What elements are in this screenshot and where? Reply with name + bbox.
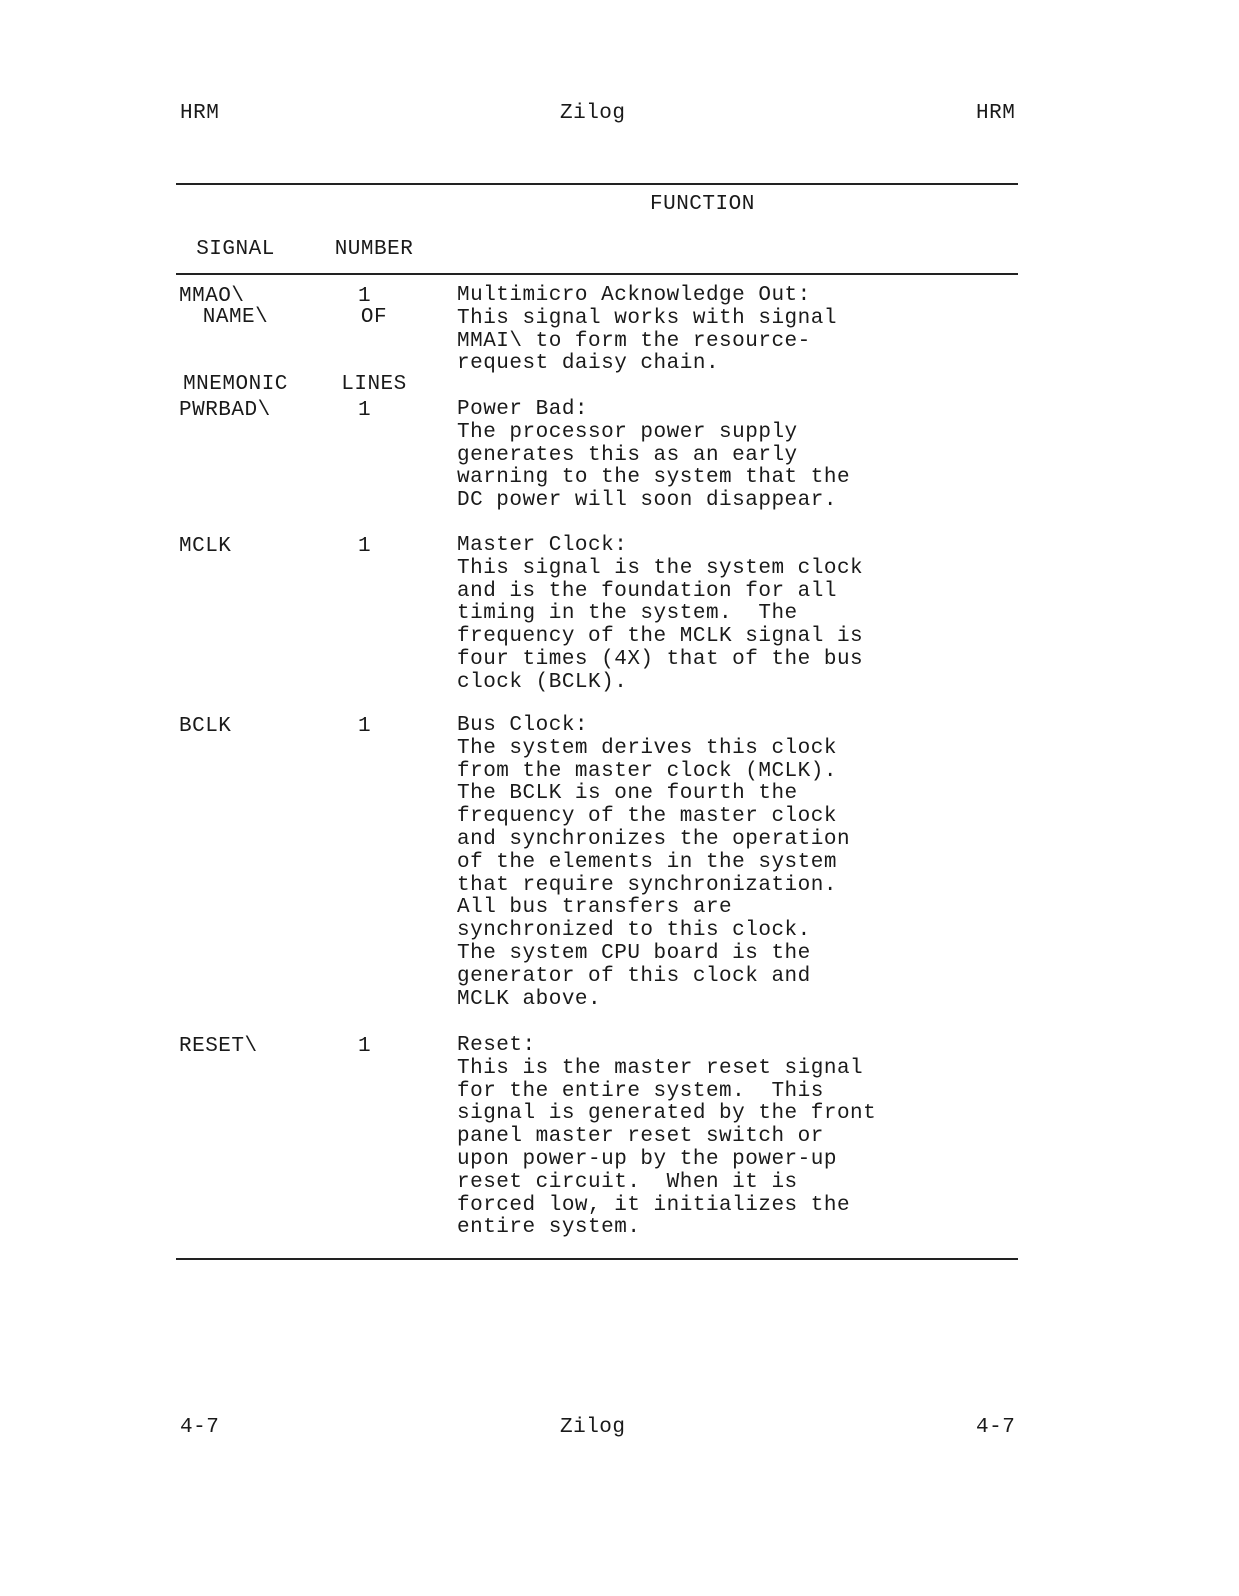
function-line: forced low, it initializes the <box>457 1193 851 1217</box>
footer-center: Zilog <box>560 1416 626 1439</box>
function-line: The system CPU board is the <box>457 941 811 965</box>
function-line: that require synchronization. <box>457 873 837 897</box>
function-line: clock (BCLK). <box>457 670 628 694</box>
function-line: All bus transfers are <box>457 896 733 920</box>
function-line: MMAI\ to form the resource- <box>457 329 811 353</box>
header-left: HRM <box>180 102 220 125</box>
column-header-number-line: LINES <box>341 373 407 396</box>
signal-name: BCLK <box>179 715 232 738</box>
function-description <box>457 285 837 376</box>
function-line: Master Clock: <box>457 534 628 557</box>
number-of-lines: 1 <box>358 535 372 558</box>
header-center: Zilog <box>560 102 626 125</box>
function-line: and is the foundation for all <box>457 579 837 603</box>
function-line: for the entire system. This <box>457 1079 824 1103</box>
function-line: warning to the system that the <box>457 466 851 490</box>
function-line: reset circuit. When it is <box>457 1170 798 1194</box>
function-description <box>457 399 850 513</box>
function-line: This signal is the system clock <box>457 556 864 580</box>
column-header-number-line: NUMBER <box>334 238 414 261</box>
function-line: panel master reset switch or <box>457 1125 824 1149</box>
signal-name: PWRBAD\ <box>179 399 271 422</box>
function-line: frequency of the MCLK signal is <box>457 625 864 649</box>
table-bottom-rule <box>176 1258 1018 1260</box>
function-description <box>457 1035 876 1240</box>
function-line: This is the master reset signal <box>457 1056 864 1080</box>
function-line: from the master clock (MCLK). <box>457 759 837 783</box>
column-header-signal-line: MNEMONIC <box>183 373 288 396</box>
column-header-function: FUNCTION <box>650 193 755 216</box>
column-header-number-line: OF <box>360 305 388 329</box>
function-line: This signal works with signal <box>457 306 837 330</box>
number-of-lines: 1 <box>358 715 372 738</box>
number-of-lines: 1 <box>358 1035 372 1058</box>
column-header-signal-line: NAME\ <box>202 305 269 329</box>
function-description <box>457 535 863 695</box>
function-line: The processor power supply <box>457 420 798 444</box>
signal-name: MMAO\ <box>179 285 245 308</box>
column-header-signal-line: SIGNAL <box>196 238 275 261</box>
footer-right: 4-7 <box>976 1416 1016 1439</box>
function-line: generator of this clock and <box>457 964 811 988</box>
function-line: Reset: <box>457 1034 536 1057</box>
function-line: synchronized to this clock. <box>457 919 811 943</box>
signal-name: RESET\ <box>179 1035 258 1058</box>
function-line: four times (4X) that of the bus <box>457 647 864 671</box>
function-line: Bus Clock: <box>457 714 589 737</box>
table-header-rule <box>176 273 1018 275</box>
number-of-lines: 1 <box>358 285 372 308</box>
function-line: and synchronizes the operation <box>457 827 851 851</box>
function-line: timing in the system. The <box>457 602 798 626</box>
function-line: signal is generated by the front <box>457 1102 877 1126</box>
function-line: entire system. <box>457 1216 641 1240</box>
function-line: upon power-up by the power-up <box>457 1147 837 1171</box>
function-line: generates this as an early <box>457 443 798 467</box>
function-line: of the elements in the system <box>457 850 837 874</box>
function-description <box>457 715 850 1011</box>
signal-name: MCLK <box>179 535 232 558</box>
function-line: Power Bad: <box>457 398 589 421</box>
number-of-lines: 1 <box>358 399 372 422</box>
header-right: HRM <box>976 102 1016 125</box>
function-line: DC power will soon disappear. <box>457 489 837 513</box>
column-header-number <box>330 194 418 442</box>
table-top-rule <box>176 183 1018 185</box>
function-line: request daisy chain. <box>457 352 720 376</box>
function-line: The system derives this clock <box>457 736 837 760</box>
function-line: Multimicro Acknowledge Out: <box>457 284 811 307</box>
function-line: The BCLK is one fourth the <box>457 782 798 806</box>
function-line: frequency of the master clock <box>457 805 837 829</box>
function-line: MCLK above. <box>457 987 602 1011</box>
footer-left: 4-7 <box>180 1416 220 1439</box>
